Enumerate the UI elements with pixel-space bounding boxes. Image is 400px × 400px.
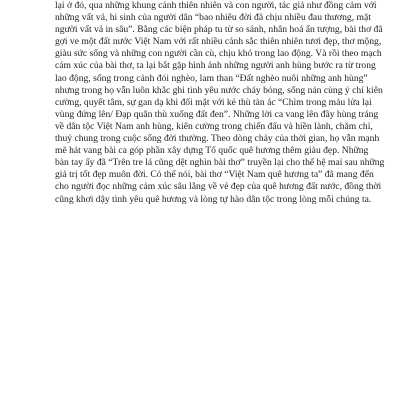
- text-line: lại ở đó, qua những khung cảnh thiên nhiên và con người, tác giả như đồng cảm với: [55, 0, 377, 11]
- text-line: cho người đọc những cảm xúc sâu lắng về vẻ đẹp của quê hương đất nước, đồng thời: [55, 181, 382, 193]
- text-line: nhưng trong họ vẫn luôn khắc ghi tình yêu nước cháy bỏng, sống nản cùng ý chí kiên: [55, 84, 383, 96]
- text-line: cường, quyết tâm, sự gan dạ khi đối mặt với kẻ thù tàn ác “Chìm trong máu lửa lại: [55, 96, 372, 108]
- text-line: cảm xúc của bài thơ, ta lại bắt gặp hình ảnh những người anh hùng bước ra từ trong: [55, 60, 376, 72]
- text-line: mẽ hát vang bài ca góp phần xây dựng Tổ quốc quê hương thêm giàu đẹp. Những: [55, 145, 369, 157]
- text-line: người vất vả in sâu”. Bằng các biện pháp tu từ so sánh, nhân hoá ẩn tượng, bài thơ đã: [55, 24, 383, 36]
- text-line: về dân tộc Việt Nam anh hùng, kiên cường trong chiến đấu và hiền lành, chăm chỉ,: [55, 120, 373, 132]
- text-line: cũng khơi dậy tình yêu quê hương và lòng tự hào dân tộc trong lòng mỗi chúng ta.: [55, 193, 372, 205]
- text-line: vùng đứng lên/ Đạp quân thù xuống đất đen”. Những lời ca vang lên đầy hùng tráng: [55, 108, 379, 120]
- paragraph: [55, 0, 385, 206]
- text-line: bàn tay ấy đã “Trên tre lá cũng dệt nghìn bài thơ” truyền lại cho thế hệ mai sau những: [55, 157, 385, 169]
- text-line: giá trị tốt đẹp muôn đời. Có thể nói, bài thơ “Việt Nam quê hương ta” đã mang đến: [55, 169, 374, 181]
- text-line: thuỷ chung trong cuộc sống đời thường. Theo dòng chảy của thời gian, họ vẫn mạnh: [55, 133, 380, 145]
- text-line: những vất vả, hi sinh của người dân “bao nhiêu đời đã chịu nhiều đau thương, mặt: [55, 12, 371, 24]
- text-line: giàu sức sống và những con người cần cù, chịu khó trong lao động. Và rồi theo mạch: [55, 48, 382, 60]
- text-line: lao động, sống trong cảnh đói nghèo, lam than “Đất nghèo nuôi những anh hùng”: [55, 72, 368, 84]
- text-line: gợi ve một đất nước Việt Nam với rất nhiều cảnh sắc thiên nhiên tươi đẹp, thơ mộng,: [55, 36, 382, 48]
